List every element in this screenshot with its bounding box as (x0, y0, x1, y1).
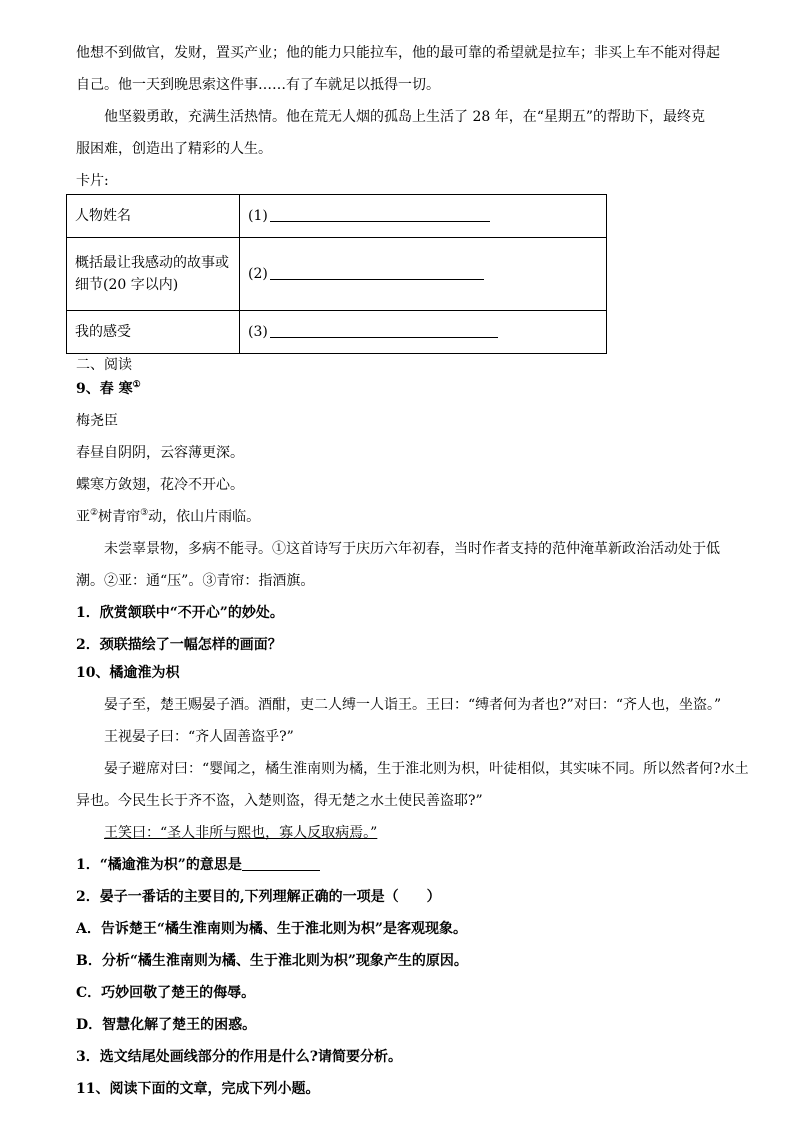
q10-option-a: A．告诉楚王“橘生淮南则为橘、生于淮北则为枳”是客观现象。 (76, 921, 467, 937)
q9-line3-sup1: ② (90, 508, 99, 518)
q10-sub1 (76, 856, 320, 874)
q9-poem-line2: 蝶寒方敛翅，花冷不开心。 (76, 477, 244, 493)
q9-line3-a: 亚 (76, 509, 90, 525)
card-answer-3-num: (3) (248, 324, 268, 340)
card-label-story (67, 238, 240, 311)
q9-poem-line1: 春昼自阴阴，云容薄更深。 (76, 445, 244, 461)
q9-sub1: 1．欣赏颔联中“不开心”的妙处。 (76, 605, 284, 621)
q9-author: 梅尧臣 (76, 413, 118, 429)
card-answer-3 (240, 311, 607, 354)
card-answer-1 (240, 195, 607, 238)
card-answer-2-blank[interactable] (270, 265, 484, 280)
q10-option-d: D．智慧化解了楚王的困惑。 (76, 1017, 257, 1033)
q11-title: 11、阅读下面的文章，完成下列小题。 (76, 1081, 320, 1097)
section2-title: 二、阅读 (76, 357, 132, 373)
card-label-story-line1: 概括最让我感动的故事或 (75, 255, 229, 271)
q10-p3-line2: 异也。今民生长于齐不盗，入楚则盗，得无楚之水土使民善盗耶?” (76, 793, 483, 809)
q9-note-line1: 未尝辜景物，多病不能寻。①这首诗写于庆历六年初春，当时作者支持的范仲淹革新政治活动处于低 (104, 541, 720, 557)
q10-sub1-blank[interactable] (242, 856, 320, 871)
q9-title-text: 9、春 寒 (76, 381, 133, 397)
card-label-story-line2: 细节(20 字以内) (75, 277, 179, 293)
card-row-name (67, 195, 607, 238)
card-answer-3-blank[interactable] (270, 323, 498, 338)
card-answer-1-blank[interactable] (270, 207, 490, 222)
card-label-name: 人物姓名 (67, 195, 240, 238)
q9-line3-b: 树青帘 (98, 509, 141, 525)
card-label: 卡片: (76, 173, 109, 189)
q10-sub3: 3．选文结尾处画线部分的作用是什么?请简要分析。 (76, 1049, 402, 1065)
card-label-feeling: 我的感受 (67, 311, 240, 354)
card-table (66, 194, 607, 354)
q9-line3-sup2: ③ (140, 508, 149, 518)
card-answer-1-num: (1) (248, 208, 268, 224)
q9-poem-line3 (76, 508, 260, 526)
q9-line3-c: 动，依山片雨临。 (148, 509, 261, 525)
q9-sub2: 2．颈联描绘了一幅怎样的画面？ (76, 637, 282, 653)
q10-sub2: 2．晏子一番话的主要目的,下列理解正确的一项是（ ） (76, 889, 441, 905)
q9-title-note: ① (132, 380, 141, 390)
intro-para1-line2: 自己。他一天到晚思索这件事……有了车就足以抵得一切。 (76, 77, 440, 93)
intro-para2-line2: 服困难，创造出了精彩的人生。 (76, 141, 272, 157)
q10-p3-line1: 晏子避席对曰：“婴闻之，橘生淮南则为橘，生于淮北则为枳，叶徒相似，其实味不同。所以然者何?水土 (104, 761, 749, 777)
q10-p1: 晏子至，楚王赐晏子酒。酒酣，吏二人缚一人诣王。王曰：“缚者何为者也?”对曰：“齐人也，坐盗。” (104, 697, 722, 713)
intro-para2-line1: 他坚毅勇敢，充满生活热情。他在荒无人烟的孤岛上生活了 28 年，在“星期五”的帮助下，最终克 (104, 109, 706, 125)
card-answer-2 (240, 238, 607, 311)
q10-option-b: B．分析“橘生淮南则为橘、生于淮北则为枳”现象产生的原因。 (76, 953, 468, 969)
q10-p4-underlined: 王笑曰：“圣人非所与熙也，寡人反取病焉。” (104, 825, 378, 841)
q10-title: 10、橘逾淮为枳 (76, 665, 180, 681)
q9-title (76, 380, 141, 398)
card-answer-2-num: (2) (248, 266, 268, 282)
q10-p2: 王视晏子曰：“齐人固善盗乎?” (104, 729, 294, 745)
card-row-story (67, 238, 607, 311)
card-row-feeling (67, 311, 607, 354)
q10-option-c: C．巧妙回敬了楚王的侮辱。 (76, 985, 256, 1001)
q10-sub1-text: 1．“橘逾淮为枳”的意思是 (76, 857, 242, 873)
q9-note-line2: 潮。②亚：通“压”。③青帘：指酒旗。 (76, 573, 315, 589)
intro-para1-line1: 他想不到做官，发财，置买产业；他的能力只能拉车，他的最可靠的希望就是拉车；非买上车不能对得起 (76, 45, 720, 61)
